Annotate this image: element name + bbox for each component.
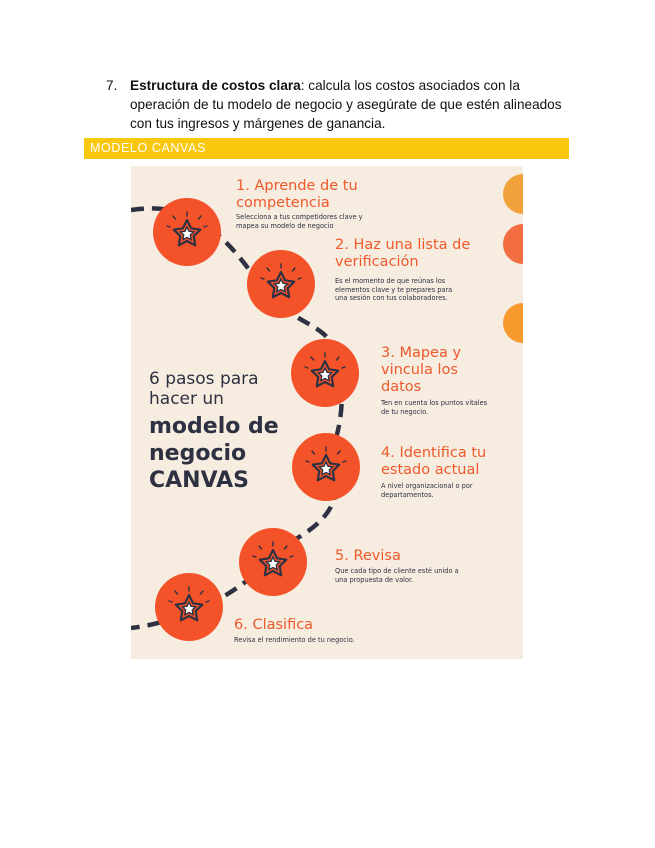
headline-line: modelo de [149, 414, 279, 439]
step-6-description: Revisa el rendimiento de tu negocio. [234, 636, 355, 644]
infographic-headline [149, 369, 309, 494]
step-3-title: 3. Mapea y vincula los datos [381, 345, 462, 395]
step-4-description: A nivel organizacional o por departamentos. [381, 482, 473, 499]
section-heading-bar [84, 138, 569, 159]
step-1-title: 1. Aprende de tu competencia [236, 178, 358, 211]
step-1-description: Selecciona a tus competidores clave y mapea su modelo de negocio [236, 213, 363, 230]
step-2-description: Es el momento de que reúnas los elementos clave y te prepares para una sesión con tus colaboradores. [335, 277, 453, 302]
step-3-description: Ten en cuenta los puntos vitales de tu negocio. [381, 399, 488, 416]
decor-circle [503, 303, 523, 343]
decor-circle [503, 224, 523, 264]
canvas-infographic [131, 166, 523, 659]
step-5-title: 5. Revisa [335, 548, 401, 564]
list-number: 7. [106, 78, 118, 93]
step-6-title: 6. Clasifica [234, 617, 314, 633]
step-5-description: Que cada tipo de cliente esté unido a una propuesta de valor. [335, 567, 459, 584]
list-paragraph [130, 76, 570, 133]
headline-line: hacer un [149, 389, 224, 409]
decor-circle [503, 174, 523, 214]
list-text: : calcula los costos asociados con la operación de tu modelo de negocio y asegúrate de que estén alineados con tus ingresos y márgenes de ganancia. [130, 78, 562, 131]
list-bold-lead: Estructura de costos clara [130, 78, 301, 93]
headline-line: CANVAS [149, 468, 249, 493]
step-4-title: 4. Identifica tu estado actual [381, 445, 487, 478]
step-2-title: 2. Haz una lista de verificación [335, 237, 471, 270]
headline-line: negocio [149, 441, 247, 466]
section-heading: MODELO CANVAS [90, 141, 206, 155]
headline-line: 6 pasos para [149, 369, 259, 389]
